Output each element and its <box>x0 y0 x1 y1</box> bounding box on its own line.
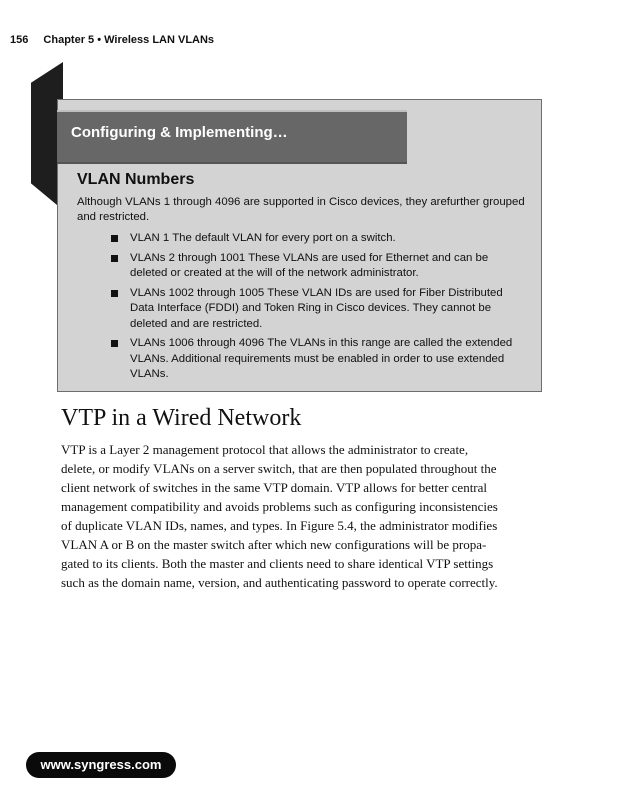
list-item <box>107 231 522 247</box>
section-heading: VTP in a Wired Network <box>61 405 302 431</box>
body-paragraph <box>61 440 541 592</box>
sidebar-list <box>107 231 522 387</box>
paragraph-line: VLAN A or B on the master switch after which new configurations will be propa- <box>61 537 487 552</box>
sidebar-title: VLAN Numbers <box>77 171 195 188</box>
paragraph-line: management compatibility and avoids problems such as configuring inconsistencies <box>61 499 498 514</box>
square-bullet-icon <box>111 235 118 242</box>
paragraph-line: such as the domain name, version, and authenticating password to operate correctly. <box>61 575 498 590</box>
paragraph-line: delete, or modify VLANs on a server switch, that are then populated throughout the <box>61 461 497 476</box>
paragraph-line: client network of switches in the same VTP domain. VTP allows for better central <box>61 480 488 495</box>
page-number: 156 <box>10 34 29 46</box>
sidebar-banner <box>57 110 407 164</box>
list-item <box>107 251 522 282</box>
footer-url-link[interactable]: www.syngress.com <box>26 752 176 778</box>
running-head <box>10 34 214 46</box>
paragraph-line: of duplicate VLAN IDs, names, and types. In Figure 5.4, the administrator modifies <box>61 518 498 533</box>
paragraph-line: gated to its clients. Both the master and clients need to share identical VTP settings <box>61 556 494 571</box>
paragraph-line: VTP is a Layer 2 management protocol that allows the administrator to create, <box>61 442 469 457</box>
list-item <box>107 286 522 333</box>
list-item-text: VLANs 1006 through 4096 The VLANs in this range are called the extended VLANs. Additional requirements must be enabled in order to use extended VLANs. <box>130 337 513 380</box>
square-bullet-icon <box>111 255 118 262</box>
square-bullet-icon <box>111 290 118 297</box>
square-bullet-icon <box>111 340 118 347</box>
list-item-text: VLANs 1002 through 1005 These VLAN IDs are used for Fiber Distributed Data Interface (FDDI) and Token Ring in Cisco devices. They cannot be deleted and are restricted. <box>130 286 503 330</box>
list-item-text: VLANs 2 through 1001 These VLANs are used for Ethernet and can be deleted or created at the will of the network administrator. <box>130 251 489 279</box>
sidebar-banner-label: Configuring & Implementing… <box>71 124 288 141</box>
list-item-text: VLAN 1 The default VLAN for every port on a switch. <box>130 232 396 244</box>
sidebar-intro: Although VLANs 1 through 4096 are supported in Cisco devices, they arefurther grouped and restricted. <box>77 196 525 223</box>
chapter-title: Chapter 5 • Wireless LAN VLANs <box>43 34 215 46</box>
list-item <box>107 336 522 383</box>
